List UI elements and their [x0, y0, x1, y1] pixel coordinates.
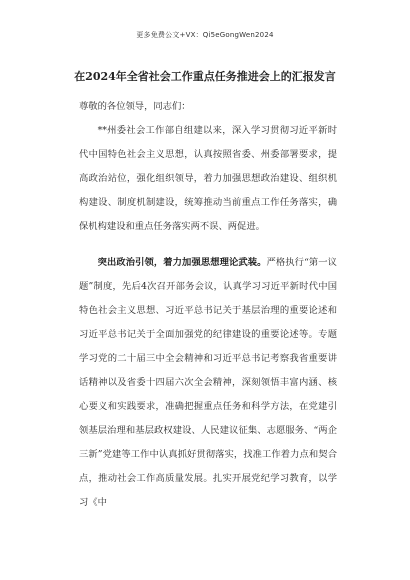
document-title: 在2024年全省社会工作重点任务推进会上的汇报发言: [74, 70, 336, 83]
paragraph-political-guidance: [79, 251, 337, 515]
paragraph-intro: [79, 119, 337, 239]
paragraph-text: **州委社会工作部自组建以来，深入学习贯彻习近平新时代中国特色社会主义思想，认真按照省委、州委部署要求，提高政治站位，强化组织领导，着力加强思想政治建设、组织机构建设、制度机制建设，统筹推动当前重点工作任务落实，确保机构建设和重点任务落实两不误、两促进。: [79, 125, 337, 232]
paragraph-text: 严格执行“第一议题”制度，先后4次召开部务会议，认真学习习近平新时代中国特色社会主义思想、习近平总书记关于基层治理的重要论述和习近平总书记关于全面加强党的纪律建设的重要论述等。专题学习党的二十届三中全会精神和习近平总书记考察我省重要讲话精神以及省委十四届六次全会精神，深刻领悟丰富内涵、核心要义和实践要求，准确把握重点任务和科学方法，在党建引领基层治理和基层政权建设、人民建议征集、志愿服务、“两企三新”党建等工作中认真抓好贯彻落实，找准工作着力点和契合点，推动社会工作高质量发展。扎实开展党纪学习教育，以学习《中: [79, 257, 337, 508]
paragraph-lead: 突出政治引领，着力加强思想理论武装。: [97, 257, 267, 268]
salutation: 尊敬的各位领导，同志们：: [79, 101, 191, 112]
header-note: 更多免费公文+VX：Qi5eGongWen2024: [136, 31, 274, 39]
document-body: [79, 95, 337, 515]
